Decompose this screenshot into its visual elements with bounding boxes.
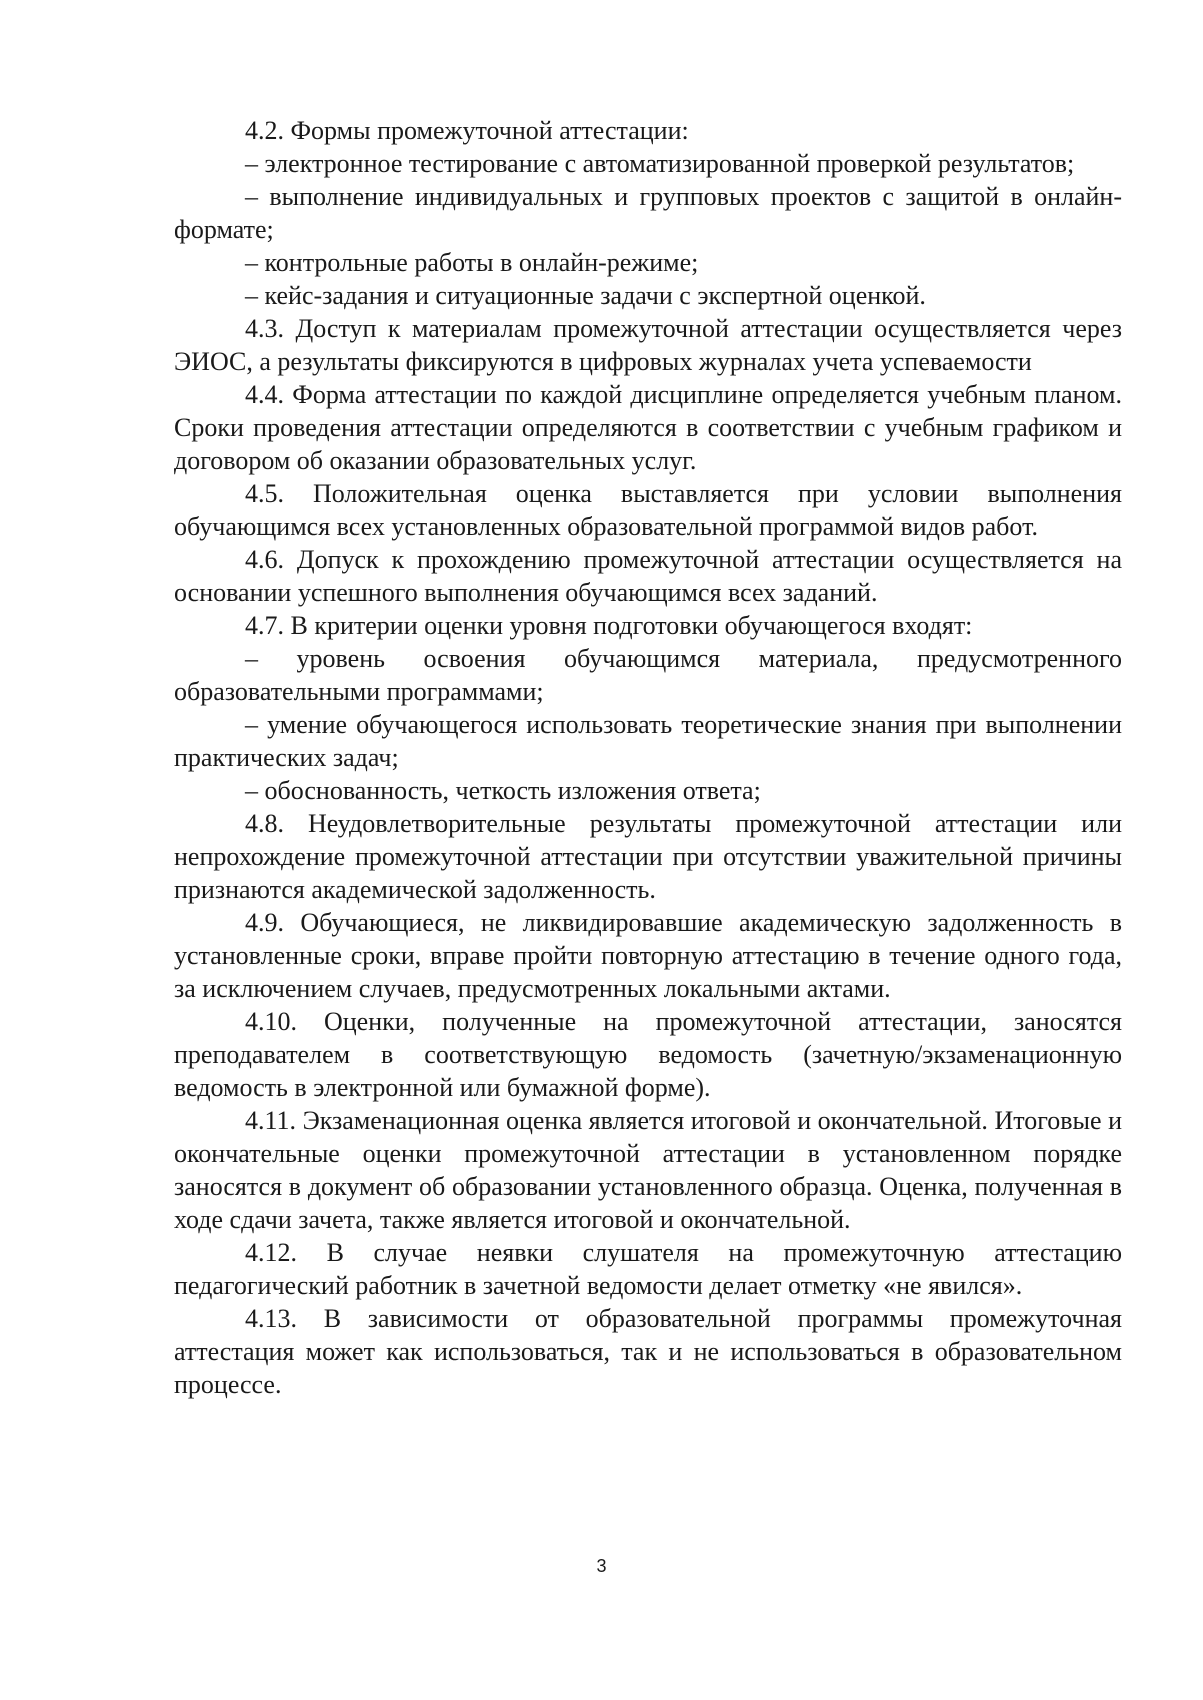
paragraph-4-2: 4.2. Формы промежуточной аттестации: <box>245 116 689 145</box>
list-item-case-tasks: – кейс-задания и ситуационные задачи с экспертной оценкой. <box>245 281 926 310</box>
page-number: 3 <box>596 1556 607 1576</box>
paragraph-4-13: 4.13. В зависимости от образовательной программы промежуточная аттестация может как использоваться, так и не использоваться в образовательном процессе. <box>174 1304 1122 1399</box>
list-item-electronic-testing: – электронное тестирование с автоматизированной проверкой результатов; <box>245 149 1075 178</box>
paragraph-4-3: 4.3. Доступ к материалам промежуточной аттестации осуществляется через ЭИОС, а результаты фиксируются в цифровых журналах учета успеваемости <box>174 314 1122 376</box>
paragraph-4-12: 4.12. В случае неявки слушателя на промежуточную аттестацию педагогический работник в зачетной ведомости делает отметку «не явился». <box>174 1238 1122 1300</box>
paragraph-4-8: 4.8. Неудовлетворительные результаты промежуточной аттестации или непрохождение промежуточной аттестации при отсутствии уважительной причины признаются академической задолженность. <box>174 809 1122 904</box>
paragraph-4-6: 4.6. Допуск к прохождению промежуточной аттестации осуществляется на основании успешного выполнения обучающимся всех заданий. <box>174 545 1122 607</box>
paragraph-4-11: 4.11. Экзаменационная оценка является итоговой и окончательной. Итоговые и окончательные оценки промежуточной аттестации в установленном порядке заносятся в документ об образовании установленного образца. Оценка, полученная в ходе сдачи зачета, также является итоговой и окончательной. <box>174 1106 1122 1234</box>
paragraph-4-10: 4.10. Оценки, полученные на промежуточной аттестации, заносятся преподавателем в соответствующую ведомость (зачетную/экзаменационную ведомость в электронной или бумажной форме). <box>174 1007 1122 1102</box>
paragraph-4-4: 4.4. Форма аттестации по каждой дисциплине определяется учебным планом. Сроки проведения аттестации определяются в соответствии с учебным графиком и договором об оказании образовательных услуг. <box>174 380 1122 475</box>
list-item-control-works: – контрольные работы в онлайн-режиме; <box>245 248 699 277</box>
paragraph-4-5: 4.5. Положительная оценка выставляется при условии выполнения обучающимся всех установленных образовательной программой видов работ. <box>174 479 1122 541</box>
list-item-projects: – выполнение индивидуальных и групповых проектов с защитой в онлайн-формате; <box>174 182 1122 244</box>
list-item-answer-clarity: – обоснованность, четкость изложения ответа; <box>245 776 761 805</box>
list-item-applying-knowledge: – умение обучающегося использовать теоретические знания при выполнении практических задач; <box>174 710 1122 772</box>
paragraph-4-7: 4.7. В критерии оценки уровня подготовки обучающегося входят: <box>245 611 973 640</box>
list-item-mastery-level: – уровень освоения обучающимся материала, предусмотренного образовательными программами; <box>174 644 1122 706</box>
document-body <box>174 114 1122 1401</box>
paragraph-4-9: 4.9. Обучающиеся, не ликвидировавшие академическую задолженность в установленные сроки, вправе пройти повторную аттестацию в течение одного года, за исключением случаев, предусмотренных локальными актами. <box>174 908 1122 1003</box>
